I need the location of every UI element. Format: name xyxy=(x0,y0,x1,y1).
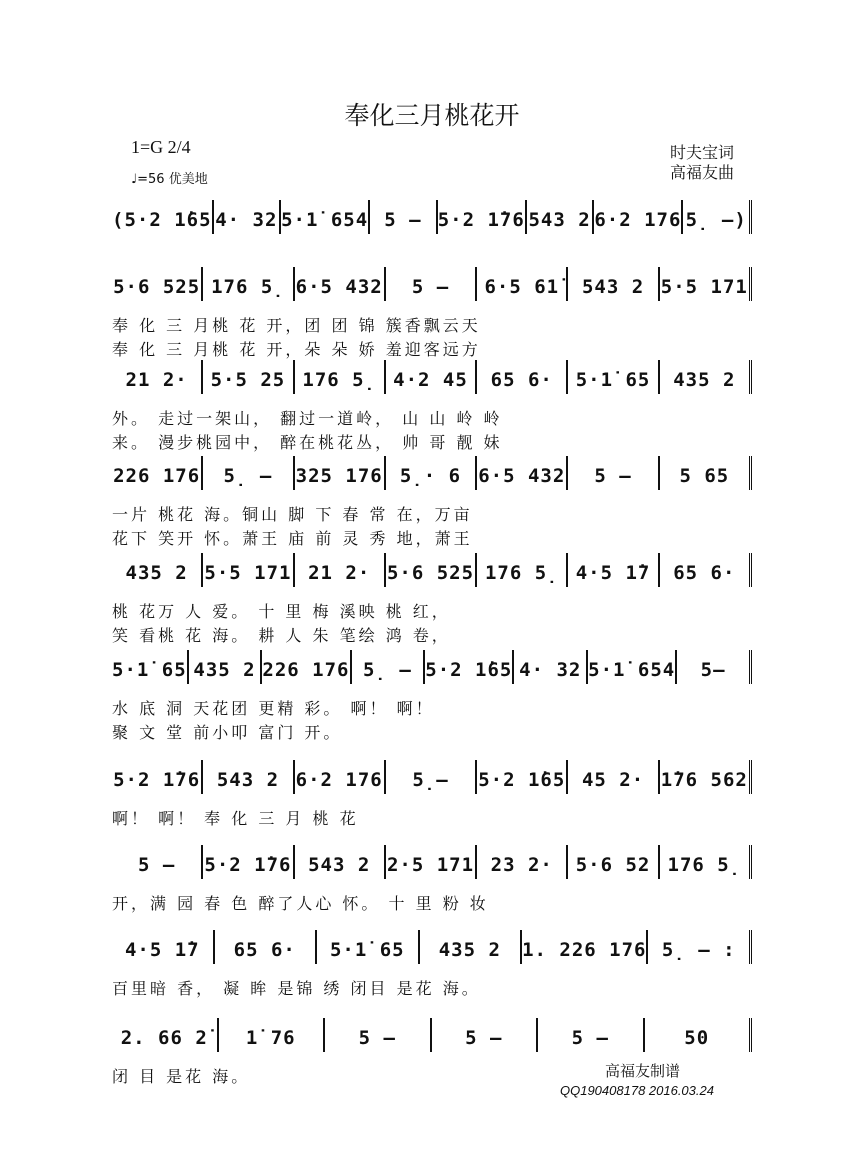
measure: 325 176 xyxy=(295,456,386,490)
measure: 6·5 61̇ xyxy=(477,267,568,301)
lyric-line: 笑 看桃 花 海。 耕 人 朱 笔绘 鸿 卷， xyxy=(112,626,451,645)
measure: 65 6· xyxy=(477,360,568,394)
measure: 543 2 xyxy=(568,267,659,301)
score-row xyxy=(112,200,752,270)
measure: 2. 66 2̇ xyxy=(112,1018,219,1052)
measure: 5– xyxy=(677,650,752,684)
lyricist: 时夫宝词 xyxy=(669,143,734,162)
score-row xyxy=(112,456,752,548)
measure: 435 2 xyxy=(420,930,523,964)
measure: 543 2 xyxy=(527,200,595,234)
measure: 21 2· xyxy=(112,360,203,394)
measure: 4· 32 xyxy=(214,200,282,234)
page-title: 奉化三月桃花开 xyxy=(344,101,520,130)
measure: 4·5 1̇7 xyxy=(112,930,215,964)
measure: 5 – xyxy=(538,1018,645,1052)
measure: 435 2 xyxy=(660,360,752,394)
score-row xyxy=(112,553,752,645)
measure: 6·2 176 xyxy=(295,760,386,794)
lyric-line: 水 底 洞 天花团 更精 彩。 啊！ 啊！ xyxy=(112,699,435,718)
measure: 5 65 xyxy=(660,456,752,490)
measure: 5·2 1̇65 xyxy=(477,760,568,794)
measure: 5·1̇ 65 xyxy=(112,650,189,684)
lyric-line: 闭 目 是花 海。 xyxy=(112,1067,251,1086)
measure: 6·5 432 xyxy=(295,267,386,301)
measure: 5·5 171 xyxy=(660,267,752,301)
measure: 5·5 171 xyxy=(203,553,294,587)
measure: 5 – xyxy=(325,1018,432,1052)
notes-line xyxy=(112,456,752,490)
measure: 543 2 xyxy=(203,760,294,794)
measure: 226 176 xyxy=(262,650,351,684)
measure: 5·6 52 xyxy=(568,845,659,879)
footer-id: QQ190408178 2016.03.24 xyxy=(560,1083,714,1098)
measure: 21 2· xyxy=(295,553,386,587)
measure: 5·6 525 xyxy=(386,553,477,587)
composer: 高福友曲 xyxy=(669,163,734,182)
lyric-line: 花下 笑开 怀。萧王 庙 前 灵 秀 地，萧王 xyxy=(112,529,473,548)
measure: 5̣ – : xyxy=(648,930,752,964)
lyric-line: 外。 走过一架山， 翻过一道岭， 山 山 岭 岭 xyxy=(112,409,503,428)
measure: 435 2 xyxy=(189,650,263,684)
score-row xyxy=(112,845,752,915)
lyric-line: 桃 花万 人 爱。 十 里 梅 溪映 桃 红， xyxy=(112,602,451,621)
measure: 5·2 1̇76 xyxy=(112,760,203,794)
score-row xyxy=(112,360,752,452)
notes-line xyxy=(112,1018,752,1052)
measure: 5 – xyxy=(370,200,438,234)
measure: 2·5 171 xyxy=(386,845,477,879)
measure: 5·1̇ 654 xyxy=(588,650,677,684)
measure: 4·2 45 xyxy=(386,360,477,394)
lyric-line: 奉 化 三 月桃 花 开，朵 朵 娇 羞迎客远方 xyxy=(112,340,481,359)
footer-name: 高福友制谱 xyxy=(605,1062,681,1080)
measure: 176 5̣ xyxy=(203,267,294,301)
measure: 5·1̇ 65 xyxy=(317,930,420,964)
notes-line xyxy=(112,930,752,964)
lyric-line: 百里暗 香， 凝 眸 是锦 绣 闭目 是花 海。 xyxy=(112,979,481,998)
notes-line xyxy=(112,267,752,301)
measure: 435 2 xyxy=(112,553,203,587)
measure: 5̣ – xyxy=(352,650,426,684)
lyric-line: 一片 桃花 海。铜山 脚 下 春 常 在，万亩 xyxy=(112,505,473,524)
measure: 5·1̇ 654 xyxy=(281,200,370,234)
measure: 5·6 525 xyxy=(112,267,203,301)
score-row xyxy=(112,267,752,359)
measure: 5 – xyxy=(112,845,203,879)
notes-line xyxy=(112,650,752,684)
measure: 65 6· xyxy=(660,553,752,587)
measure: 5 – xyxy=(568,456,659,490)
measure: 6·2 176 xyxy=(594,200,683,234)
measure: 176 5̣ xyxy=(477,553,568,587)
measure: 5·2 1̇76 xyxy=(438,200,527,234)
measure: 6·5 432 xyxy=(477,456,568,490)
measure: 176 5̣ xyxy=(295,360,386,394)
key-signature: 1=G 2/4 xyxy=(131,137,191,157)
measure: 50 xyxy=(645,1018,753,1052)
score-row xyxy=(112,760,752,830)
measure: 5̣· 6 xyxy=(386,456,477,490)
measure: 5·1̇ 65 xyxy=(568,360,659,394)
notes-line xyxy=(112,200,752,234)
measure: 5̣ – xyxy=(203,456,294,490)
measure: 1̇ 76 xyxy=(219,1018,326,1052)
measure: 1̇76 562 xyxy=(660,760,752,794)
lyric-line: 奉 化 三 月桃 花 开，团 团 锦 簇香飘云天 xyxy=(112,316,481,335)
measure: (5·2 1̇65 xyxy=(112,200,214,234)
measure: 65 6· xyxy=(215,930,318,964)
measure: 543 2 xyxy=(295,845,386,879)
lyric-line: 来。 漫步桃园中， 醉在桃花丛， 帅 哥 靓 妹 xyxy=(112,433,503,452)
measure: 1. 226 176 xyxy=(522,930,648,964)
score-row xyxy=(112,650,752,742)
tempo-marking: ♩=56 优美地 xyxy=(131,172,208,187)
measure: 226 176 xyxy=(112,456,203,490)
measure: 5̣– xyxy=(386,760,477,794)
notes-line xyxy=(112,360,752,394)
measure: 4·5 1̇7 xyxy=(568,553,659,587)
measure: 5·5 25 xyxy=(203,360,294,394)
measure: 23 2· xyxy=(477,845,568,879)
measure: 45 2· xyxy=(568,760,659,794)
measure: 5·2 1̇65 xyxy=(425,650,514,684)
lyric-line: 啊！ 啊！ 奉 化 三 月 桃 花 xyxy=(112,809,359,828)
lyric-line: 开，满 园 春 色 醉了人心 怀。 十 里 粉 妆 xyxy=(112,894,489,913)
measure: 5 – xyxy=(432,1018,539,1052)
notes-line xyxy=(112,760,752,794)
measure: 176 5̣ xyxy=(660,845,752,879)
measure: 5 – xyxy=(386,267,477,301)
score-row xyxy=(112,930,752,1000)
measure: 5̣ –) xyxy=(683,200,752,234)
notes-line xyxy=(112,553,752,587)
measure: 4· 32 xyxy=(514,650,588,684)
measure: 5·2 1̇76 xyxy=(203,845,294,879)
lyric-line: 聚 文 堂 前小叩 富门 开。 xyxy=(112,723,343,742)
notes-line xyxy=(112,845,752,879)
